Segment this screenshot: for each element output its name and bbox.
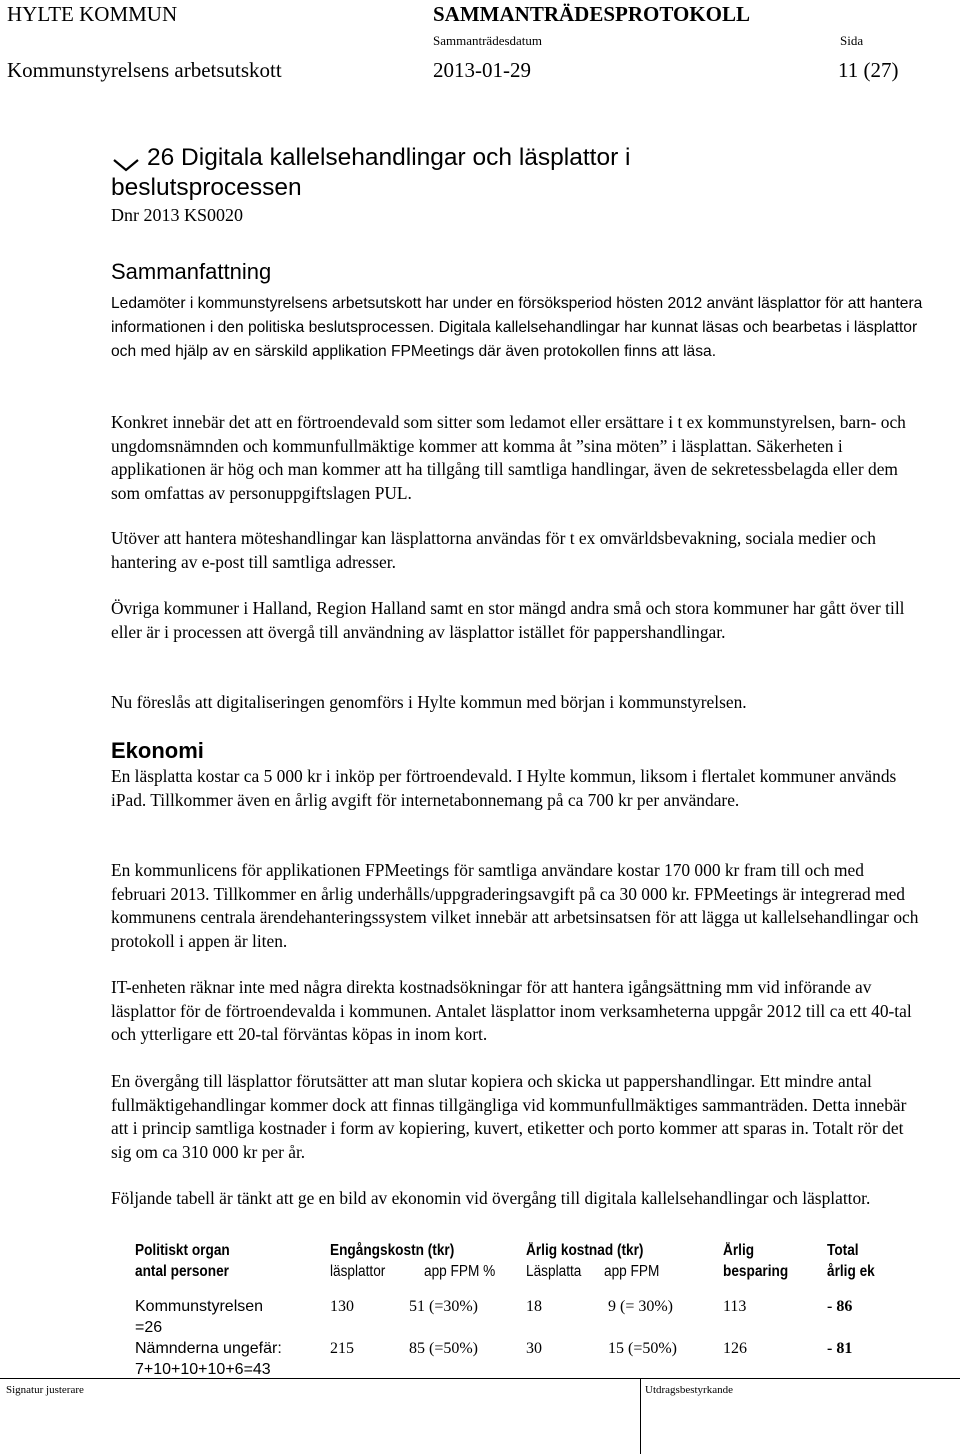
date-label: Sammanträdesdatum [433,33,543,48]
page-number: 11 (27) [838,58,899,82]
cell-lasplatta: 18 [526,1298,542,1315]
footer-separator [640,1378,641,1454]
economy-paragraph-2: En kommunlicens för applikationen FPMeetings för samtliga användare kostar 170 000 kr fram till och med februari 2013. Tillkommer en årlig underhålls/uppgraderingsavgift på ca 30 000 kr. FPMeetings är integrerad med kommunens centrala ärendehanteringssystem vilket innebär att arbetsinsatsen för att lägga ut kallelsehandlingar och protokoll i appen är liten. [111,860,919,951]
cell-app-pct: 51 (=30%) [409,1298,479,1315]
economy-paragraph-1: En läsplatta kostar ca 5 000 kr i inköp per förtroendevald. I Hylte kommun, liksom i flertalet kommuner används iPad. Tillkommer även en årlig avgift för internetabonnemang på ca 700 kr per användare. [111,766,897,810]
org-name: HYLTE KOMMUN [7,2,178,26]
cell-total: - 81 [827,1340,853,1357]
col-annual-header: Årlig kostnad (tkr) [526,1242,644,1259]
economy-heading: Ekonomi [111,738,204,763]
table-row [124,1338,927,1380]
summary-heading: Sammanfattning [111,259,272,284]
cell-besparing: 126 [723,1340,747,1357]
extract-label: Utdragsbestyrkande [645,1384,733,1396]
row-organ: Nämnderna ungefär: [135,1340,282,1357]
signature-label: Signatur justerare [6,1384,84,1396]
table-row [124,1296,927,1338]
summary-paragraph-1: Ledamöter i kommunstyrelsens arbetsutskott har under en försöksperiod hösten 2012 använt läsplattor för att hantera informationen i den politiska beslutsprocessen. Digitala kallelsehandlingar har kunnat läsas och bearbetas i läsplattor och med hjälp av en särskild applikation FPMeetings där även protokollen finns att läsa. [111,295,923,360]
cost-table [124,1240,927,1380]
committee-name: Kommunstyrelsens arbetsutskott [7,58,282,82]
footer-divider [0,1378,960,1379]
col-lasplatta-header: Läsplatta [526,1263,582,1280]
summary-paragraph-4: Övriga kommuner i Halland, Region Halland samt en stor mängd andra små och stora kommuner har gått över till eller är i processen att övergå till användning av läsplattor istället för pappershandlingar. [111,598,905,642]
cell-app-fpm: 9 (= 30%) [608,1298,674,1315]
economy-paragraph-3: IT-enheten räknar inte med några direkta kostnadsökningar för att hantera igångsättning mm vid införande av läsplattor för de förtroendevalda i kommunen. Antalet läsplattor inom verksamheterna uppgår 2012 till ca ett 40-tal och ytterligare ett 20-tal förväntas köpas in inom kort. [111,977,912,1045]
cell-total: - 86 [827,1298,853,1315]
col-app-pct-header: app FPM % [424,1263,496,1280]
page-label: Sida [840,33,864,48]
col-total-subheader: årlig ek [827,1263,875,1280]
col-organ-subheader: antal personer [135,1263,229,1280]
cell-lasplatta: 30 [526,1340,542,1357]
table-header-row [124,1240,927,1282]
col-savings-subheader: besparing [723,1263,789,1280]
item-title-line1: 26 Digitala kallelsehandlingar och läsplattor i [147,144,631,171]
meeting-date: 2013-01-29 [433,58,531,82]
col-total-header: Total [827,1242,859,1259]
summary-paragraph-2: Konkret innebär det att en förtroendevald som sitter som ledamot eller ersättare i t ex kommunstyrelsen, barn- och ungdomsnämnden och kommunfullmäktige kommer att komma åt ”sina möten” i läsplattan. Säkerheten i applikationen är hög och man kommer att ha tillgång till samtliga handlingar, även de sekretessbelagda eller dem som omfattas av personuppgiftslagen PUL. [111,412,906,503]
item-title-line2: beslutsprocessen [111,174,302,201]
col-app-fpm-header: app FPM [604,1263,660,1280]
cell-app-pct: 85 (=50%) [409,1340,479,1357]
economy-paragraph-4: En övergång till läsplattor förutsätter att man slutar kopiera och skicka ut pappershandlingar. Ett mindre antal fullmäktigehandlingar kommer dock att finnas tillgängliga vid kommunfullmäktiges sammanträden. Detta innebär att i princip samtliga kostnader i form av kopiering, kuvert, etiketter och porto kommer att sparas in. Totalt rör det sig om ca 310 000 kr per år. [111,1071,907,1162]
cell-besparing: 113 [723,1298,747,1315]
summary-paragraph-5: Nu föreslås att digitaliseringen genomförs i Hylte kommun med början i kommunstyrelsen. [111,692,747,712]
cell-app-fpm: 15 (=50%) [608,1340,678,1357]
row-organ-count: =26 [135,1319,163,1336]
cell-lasplattor: 130 [330,1298,354,1315]
row-organ-count: 7+10+10+10+6=43 [135,1361,271,1378]
col-onetime-header: Engångskostn (tkr) [330,1242,455,1259]
doc-type: SAMMANTRÄDESPROTOKOLL [433,2,750,26]
row-organ: Kommunstyrelsen [135,1298,264,1315]
col-savings-header: Årlig [723,1242,755,1259]
col-lasplattor-header: läsplattor [330,1263,386,1280]
summary-paragraph-3: Utöver att hantera möteshandlingar kan läsplattorna användas för t ex omvärldsbevakning, sociala medier och hantering av e-post till samtliga adresser. [111,528,876,572]
cell-lasplattor: 215 [330,1340,354,1357]
economy-paragraph-5: Följande tabell är tänkt att ge en bild av ekonomin vid övergång till digitala kallelsehandlingar och läsplattor. [111,1188,871,1208]
dnr: Dnr 2013 KS0020 [111,205,244,225]
col-organ-header: Politiskt organ [135,1242,230,1259]
